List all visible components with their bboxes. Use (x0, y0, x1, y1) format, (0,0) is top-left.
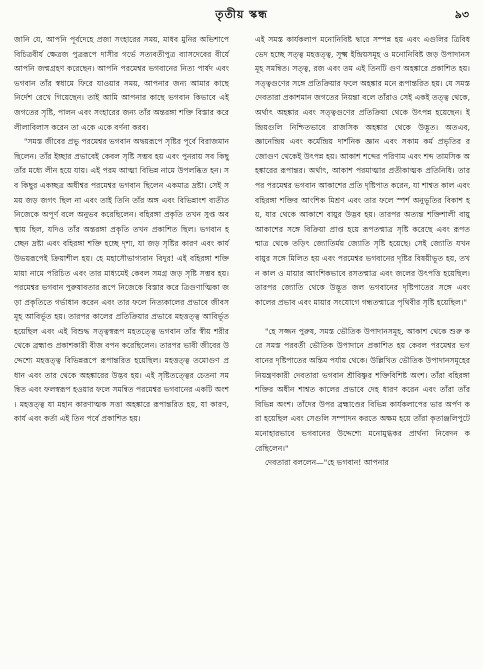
paragraph: এই সমস্ত কার্যকলাপ মনোনিবিষ্ট দ্বারে সম্পন্ন হয় এবং এগুলির ত্রিবিধ ভেদ হচ্ছে সত্ত্ব মহত্তত্ত্ব, সূক্ষ্ম ইন্দ্রিয়সমূহ ও মনোনিবিষ্ট জড় উপাদানসমূহ সমন্বিত। সত্ত্ব, রজ এবং তম এই তিনটি গুণ অহঙ্কারে প্রকাশিত হয়। সত্ত্বগুণের সঙ্গে প্রতিক্রিয়ার ফলে অহঙ্কার মনে রূপান্তরিত হয়। যে সমস্ত দেবতারা প্রকাশমান জগতের নিয়ন্তা বলে তাঁরাও সেই একই তত্ত্ব থেকে, অর্থাৎ অহঙ্কার এবং সত্ত্বগুণের প্রতিক্রিয়া থেকে উৎপন্ন হয়েছেন। ইন্দ্রিয়গুলি নিশ্চিতভাবে রাজসিক অহঙ্কার থেকে উদ্ভূত। অতএব, জ্ঞানেন্দ্রিয় এবং কর্মেন্দ্রিয় দার্শনিক জ্ঞান এবং সকাম কর্ম প্রভৃতির রজোগুণ থেকেই উৎপন্ন হয়। আকাশ শব্দের পরিণাম এবং শব্দ তামসিক অহঙ্কারের রূপান্তর। অর্থাৎ, আকাশ পরমাত্মার প্রতীকাত্মক প্রতিনিধি। তারপর পরমেশ্বর ভগবান আকাশের প্রতি দৃষ্টিপাত করেন, যা শাশ্বত কাল এবং বহিরঙ্গা শক্তির আংশিক মিশ্রণ এবং তার ফলে স্পর্শ অনুভূতির বিকাশ হয়, যার থেকে আকাশে বায়ুর উদ্ভব হয়। তারপর অত্যন্ত শক্তিশালী বায়ু আকাশের সঙ্গে বিক্রিয়া প্রাপ্ত হয়ে রূপতন্মাত্র সৃষ্টি করেছে এবং রূপতন্মাত্র থেকে তড়িৎ জ্যোতির্ময় জ্যোতি সৃষ্টি হয়েছে। সেই জ্যোতি যখন বায়ুর সঙ্গে মিলিত হয় এবং পরমেশ্বর ভগবানের দৃষ্টির বিষয়ীভূত হয়, তখন কাল ও মায়ার আংশিকভাবে রসতন্মাত্র এবং জলের উৎপত্তি হয়েছিল। তারপর জ্যোতি থেকে উদ্ভূত জল ভগবানের দৃষ্টিপাতের সঙ্গে এবং কালের প্রভাব এবং মায়ার সংযোগে গন্ধতন্মাত্রে পৃথিবীর সৃষ্টি হয়েছিল।" (255, 35, 470, 307)
page-number: ৯৩ (454, 8, 469, 21)
page-header (14, 6, 469, 24)
right-column (255, 33, 470, 471)
left-column (14, 33, 229, 427)
paragraph: "হে সজ্জন পুরুষ, সমস্ত ভৌতিক উপাদানসমূহ, আকাশ থেকে শুরু করে সমস্ত পরবর্তী ভৌতিক উপাদানে প্রকাশিত হয় কেবল পরমেশ্বর ভগবানের দৃষ্টিপাতের অন্তিম পর্যায় থেকে। উল্লিখিত ভৌতিক উপাদানসমূহের নিয়ন্ত্রণকারী দেবতারা ভগবান শ্রীবিষ্ণুর শক্তিবিশিষ্ট অংশ। তাঁরা বহিরঙ্গা শক্তির অধীন শাশ্বত কালের প্রভাবে দেহ ধারণ করেন এবং তাঁরা তাঁর বিভিন্ন অংশ। তাঁদের উপর ব্রহ্মাণ্ডের বিভিন্ন কার্যকলাপের ভার অর্পণ করা হয়েছিল এবং সেগুলি সম্পাদন করতে অক্ষম হয়ে তাঁরা কৃতাঞ্জলিপুটে মনোহারভাবে ভগবানের উদ্দেশ্যে মনোমুগ্ধকর প্রার্থনা নিবেদন করেছিলেন।" (255, 326, 470, 453)
paragraph: দেবতারা বললেন—"হে ভগবান! আপনার (265, 458, 389, 468)
paragraph: "সমস্ত জীবের প্রভু পরমেশ্বর ভগবান অদ্বয়রূপে সৃষ্টির পূর্বে বিরাজমান ছিলেন। তাঁর ইচ্ছার প্রভাবেই কেবল সৃষ্টি সম্ভব হয় এবং পুনরায় সব কিছু তাঁর মধ্যে লীন হয়ে যায়। এই পরম আত্মা বিভিন্ন নামে উপলব্ধিত হন। সব কিছুর একচ্ছত্র অধীশ্বর পরমেশ্বর ভগবান ছিলেন একমাত্র দ্রষ্টা। সেই সময় জড় জগৎ ছিল না এবং তাই তিনি তাঁর অঙ্গ এবং বিভিন্নাংশ ব্যতীত নিজেকে অপূর্ণ বলে অনুভব করেছিলেন। বহিরঙ্গা প্রকৃতি তখন সুপ্ত অবস্থায় ছিল, যদিও তাঁর অন্তরঙ্গা প্রকৃতি তখন প্রকাশিত ছিল। ভগবান হচ্ছেন দ্রষ্টা এবং বহিরঙ্গা শক্তি হচ্ছে দৃশ্য, যা জড় সৃষ্টির কারণ এবং কার্য উভয়রূপেই ক্রিয়াশীল হয়। হে মহাসৌভাগ্যবান বিদুর! এই বহিরঙ্গা শক্তি মায়া নামে পরিচিত এবং তার মাধ্যমেই কেবল সমগ্র জড় সৃষ্টি সম্ভব হয়। পরমেশ্বর ভগবান পুরুষাবতার রূপে নিজেকে বিস্তার করে ত্রিগুণাত্মিকা জড়া প্রকৃতিতে গর্ভাধান করেন এবং তার ফলে নিত্যকালের প্রভাবে জীবসমূহ আবির্ভূত হয়। তারপর কালের প্রতিক্রিয়ার প্রভাবে মহত্তত্ত্ব আবির্ভূত হয়েছিল এবং এই বিশুদ্ধ সত্ত্বস্বরূপ মহতত্ত্বে ভগবান তাঁর স্বীয় শরীর থেকে ব্রহ্মাণ্ড প্রকাশকারী বীজ বপন করেছিলেন। তারপর ভাবী জীবের উদ্দেশ্যে মহত্তত্ত্ব বিভিন্নরূপে রূপান্তরিত হয়েছিল। মহত্তত্ত্ব তমোগুণ প্রধান এবং তার থেকে অহঙ্কারের উদ্ভব হয়। এই সৃষ্টিতত্ত্বের চেতনা সমন্বিত এবং ফলস্বরূপ হওয়ার ফলে সমন্বিত পরমেশ্বর ভগবানের একটি অংশ। মহত্তত্ত্ব যা মহান কারণাত্মক সত্তা অহঙ্কারে রূপান্তরিত হয়, যা কারণ, কার্য এবং কর্তা এই তিন পর্বে প্রকাশিত হয়। (14, 137, 229, 424)
running-title: তৃতীয় স্কন্ধ (215, 8, 268, 21)
paragraph: জানি যে, আপনি পূর্বদেহে প্রজা সংহারের সময়, মাধব মুনির অভিশাপে বিচিত্রবীর্য ক্ষেত্রজ পুত্ররূপে দাসীর গর্ভে সত্যবতীপুত্র ব্যাসদেবের বীর্যে আপনি জন্মগ্রহণ করেছেন। আপনি পরমেশ্বর ভগবানের নিত্য পার্ষদ এবং ভগবান তাঁর স্বধামে ফিরে যাওয়ার সময়, আপনার জন্য আমার কাছে নির্দেশ রেখে গিয়েছেন। তাই আমি আপনার কাছে ভগবান কিভাবে এই জগতের সৃষ্টি, পালন এবং সংহারের জন্য তাঁর অন্তরঙ্গা শক্তি বিস্তার করে লীলাবিলাস করেন তা একে একে বর্ণনা করব। (14, 35, 229, 132)
